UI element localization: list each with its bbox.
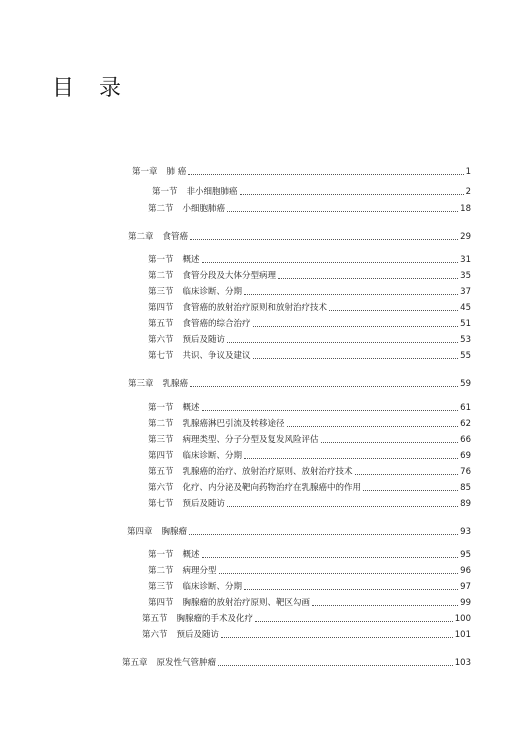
toc-entry-title: 乳腺癌的治疗、放射治疗原则、放射治疗技术 [182,467,353,477]
toc-entry-page: 45 [460,303,471,313]
toc-entry-page: 85 [460,483,471,493]
toc-entry-title: 食管癌的放射治疗原则和放射治疗技术 [182,303,328,313]
toc-entry-number: 第四节 [148,598,174,608]
toc-entry-title: 食管癌 [162,232,189,242]
toc-entry-number: 第二节 [148,419,174,429]
toc-entry-number: 第一章 [132,167,158,177]
toc-entry-page: 101 [454,630,471,640]
toc-entry-number: 第二节 [148,204,174,214]
toc-chapter-row[interactable] [122,657,471,669]
toc-section-row[interactable] [148,597,471,609]
toc-entry-page: 100 [454,614,471,624]
toc-entry-number: 第五节 [142,614,168,624]
toc-entry-title: 小细胞肺癌 [182,204,226,214]
toc-entry-title: 临床诊断、分期 [182,287,243,297]
toc-entry-number: 第二章 [128,232,154,242]
toc-entry-title: 胸腺瘤的放射治疗原则、靶区勾画 [182,598,311,608]
toc-entry-title: 预后及随访 [182,335,226,345]
toc-section-row[interactable] [148,350,471,362]
toc-entry-title: 乳腺癌淋巴引流及转移途径 [182,419,285,429]
toc-entry-page: 96 [460,566,471,576]
toc-entry-page: 76 [460,467,471,477]
toc-entry-page: 69 [460,451,471,461]
toc-section-row[interactable] [148,450,471,462]
toc-entry-page: 1 [465,167,471,177]
toc-entry-page: 29 [460,232,471,242]
toc-entry-page: 35 [460,271,471,281]
toc-entry-number: 第四节 [148,451,174,461]
toc-entry-title: 胸腺瘤的手术及化疗 [176,614,254,624]
dot-leader [202,262,459,263]
dot-leader [190,386,458,387]
toc-entry-title: 预后及随访 [182,499,226,509]
toc-entry-page: 2 [465,187,471,197]
dot-leader [202,557,459,558]
toc-section-row[interactable] [148,302,471,314]
toc-entry-page: 31 [460,255,471,265]
dot-leader [312,605,458,606]
dot-leader [227,211,458,212]
toc-section-row[interactable] [148,482,471,494]
toc-entry-title: 病理类型、分子分型及复发风险评估 [182,435,319,445]
toc-section-row[interactable] [148,254,471,266]
toc-entry-title: 病理分型 [182,566,217,576]
toc-section-row[interactable] [148,334,471,346]
toc-entry-number: 第四节 [148,303,174,313]
toc-entry-title: 概述 [182,550,200,560]
toc-entry-title: 食管分段及大体分型病理 [182,271,277,281]
toc-entry-page: 53 [460,335,471,345]
toc-entry-number: 第五节 [148,319,174,329]
toc-entry-page: 61 [460,403,471,413]
dot-leader [278,278,458,279]
toc-chapter-row[interactable] [127,526,471,538]
toc-entry-number: 第六节 [142,630,168,640]
toc-entry-page: 97 [460,582,471,592]
toc-entry-title: 概述 [182,255,200,265]
dot-leader [329,310,458,311]
dot-leader [190,239,458,240]
toc-section-row[interactable] [148,286,471,298]
dot-leader [189,534,458,535]
toc-entry-page: 93 [460,527,471,537]
toc-entry-number: 第五章 [122,658,148,668]
toc-entry-title: 共识、争议及建议 [182,351,251,361]
toc-entry-number: 第三节 [148,582,174,592]
toc-entry-number: 第一节 [148,255,174,265]
toc-entry-number: 第三节 [148,435,174,445]
toc-entry-title: 预后及随访 [176,630,220,640]
page-title: 目 录 [52,75,130,101]
dot-leader [253,326,459,327]
toc-entry-page: 59 [460,379,471,389]
toc-section-row[interactable] [148,434,471,446]
dot-leader [363,490,458,491]
toc-entry-number: 第一节 [148,550,174,560]
dot-leader [255,621,453,622]
toc-section-row[interactable] [148,402,471,414]
toc-entry-number: 第一节 [148,403,174,413]
toc-entry-number: 第三节 [148,287,174,297]
toc-entry-number: 第七节 [148,499,174,509]
toc-entry-number: 第七节 [148,351,174,361]
toc-entry-page: 89 [460,499,471,509]
toc-entry-page: 66 [460,435,471,445]
dot-leader [219,573,459,574]
toc-chapter-row[interactable] [132,166,471,178]
dot-leader [240,194,464,195]
toc-entry-number: 第六节 [148,335,174,345]
toc-entry-page: 62 [460,419,471,429]
toc-section-row[interactable] [148,565,471,577]
toc-entry-title: 化疗、内分泌及靶向药物治疗在乳腺癌中的作用 [182,483,362,493]
toc-section-row[interactable] [148,203,471,215]
toc-entry-title: 胸腺瘤 [161,527,188,537]
toc-entry-number: 第六节 [148,483,174,493]
toc-section-row[interactable] [148,466,471,478]
toc-entry-page: 51 [460,319,471,329]
toc-section-row[interactable] [148,318,471,330]
toc-entry-title: 概述 [182,403,200,413]
dot-leader [253,358,459,359]
dot-leader [355,474,459,475]
toc-entry-number: 第五节 [148,467,174,477]
toc-entry-number: 第四章 [127,527,153,537]
dot-leader [227,506,458,507]
toc-entry-page: 37 [460,287,471,297]
toc-entry-page: 18 [460,204,471,214]
dot-leader [244,294,458,295]
dot-leader [287,426,459,427]
dot-leader [227,342,458,343]
toc-entry-title: 非小细胞肺癌 [186,187,238,197]
toc-section-row[interactable] [148,418,471,430]
dot-leader [244,458,458,459]
toc-entry-page: 95 [460,550,471,560]
toc-chapter-row[interactable] [128,378,471,390]
toc-entry-title: 乳腺癌 [162,379,189,389]
toc-entry-page: 99 [460,598,471,608]
dot-leader [244,589,458,590]
toc-section-row[interactable] [142,613,471,625]
toc-section-row[interactable] [142,629,471,641]
toc-section-row[interactable] [148,549,471,561]
dot-leader [202,410,459,411]
dot-leader [218,665,453,666]
toc-entry-number: 第二节 [148,566,174,576]
toc-section-row[interactable] [148,581,471,593]
toc-entry-page: 103 [454,658,471,668]
toc-entry-title: 原发性气管肿瘤 [156,658,217,668]
toc-chapter-row[interactable] [128,231,471,243]
toc-section-row[interactable] [148,270,471,282]
toc-section-row[interactable] [152,186,471,198]
toc-entry-title: 临床诊断、分期 [182,451,243,461]
toc-section-row[interactable] [148,498,471,510]
toc-entry-number: 第三章 [128,379,154,389]
toc-entry-page: 55 [460,351,471,361]
dot-leader [321,442,459,443]
dot-leader [221,637,453,638]
toc-entry-title: 食管癌的综合治疗 [182,319,251,329]
dot-leader [188,174,463,175]
toc-entry-title: 临床诊断、分期 [182,582,243,592]
toc-entry-number: 第一节 [152,187,178,197]
toc-entry-title: 肺 癌 [166,167,187,177]
toc-entry-number: 第二节 [148,271,174,281]
